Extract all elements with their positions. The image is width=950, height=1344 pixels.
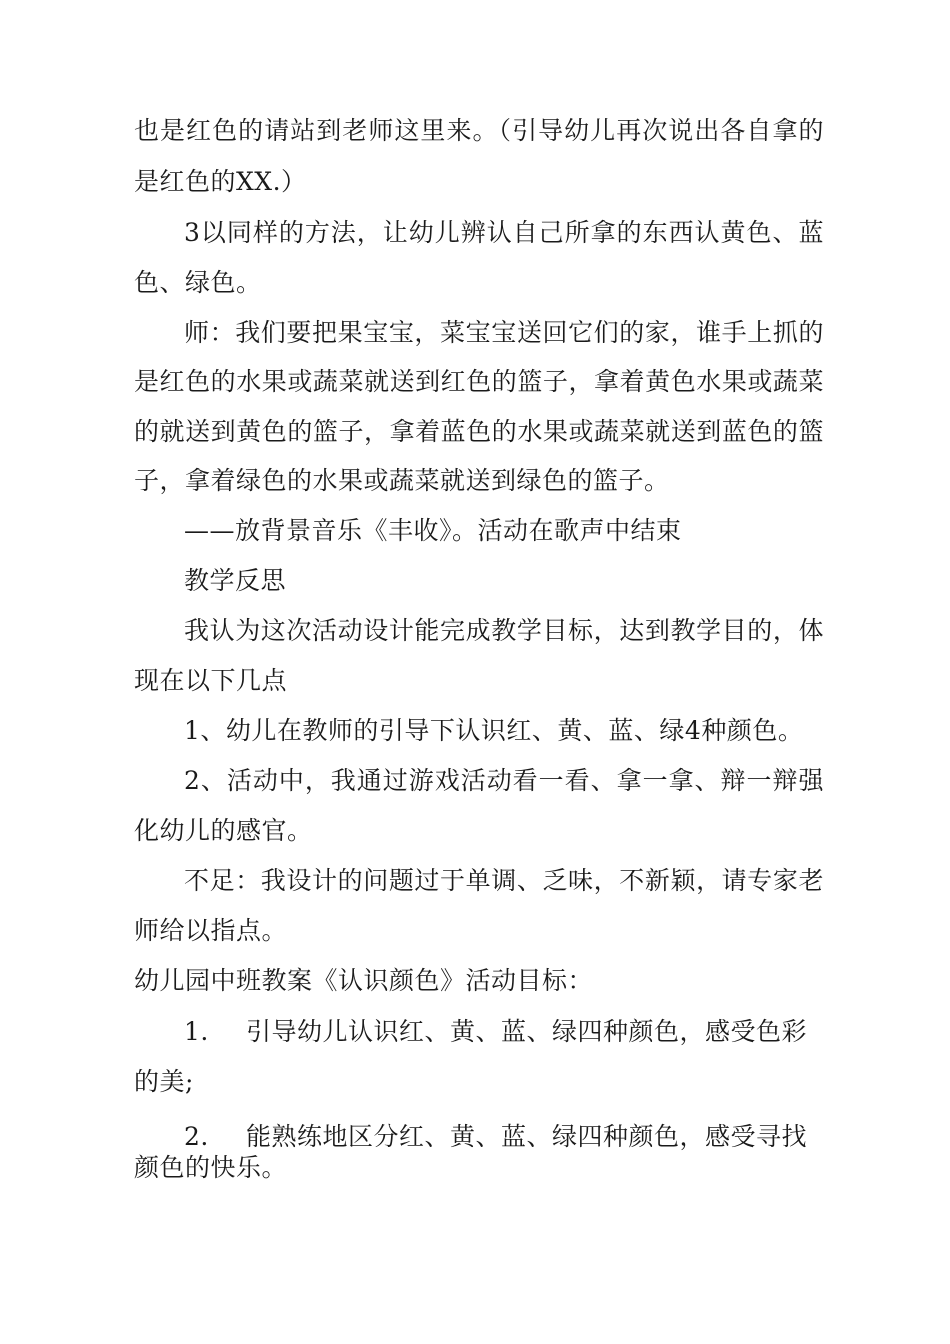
list-number: 2. xyxy=(184,1122,209,1151)
list-number: 1. xyxy=(184,1017,209,1046)
text-line: 的就送到黄色的篮子，拿着蓝色的水果或蔬菜就送到蓝色的篮 xyxy=(134,417,824,446)
text-line: 2、活动中，我通过游戏活动看一看、拿一拿、辩一辩强 xyxy=(184,766,824,795)
lesson-title: 幼儿园中班教案《认识颜色》活动目标： xyxy=(134,966,594,995)
text-line: 师给以指点。 xyxy=(134,916,288,945)
text-line: 色、绿色。 xyxy=(134,268,262,297)
text-line: 是红色的水果或蔬菜就送到红色的篮子，拿着黄色水果或蔬菜 xyxy=(134,367,824,396)
text-line: 我认为这次活动设计能完成教学目标，达到教学目的，体 xyxy=(184,616,824,645)
list-text: 能熟练地区分红、黄、蓝、绿四种颜色，感受寻找 xyxy=(246,1122,808,1151)
text-line: ——放背景音乐《丰收》。活动在歌声中结束 xyxy=(184,516,682,545)
text-line: 现在以下几点 xyxy=(134,666,288,695)
list-item-continued: 的美; xyxy=(134,1067,194,1096)
text-line: 1、幼儿在教师的引导下认识红、黄、蓝、绿4种颜色。 xyxy=(184,716,804,745)
text-line: 子，拿着绿色的水果或蔬菜就送到绿色的篮子。 xyxy=(134,466,670,495)
text-line: 师：我们要把果宝宝，菜宝宝送回它们的家，谁手上抓的 xyxy=(184,318,824,347)
text-line: 也是红色的请站到老师这里来。（引导幼儿再次说出各自拿的 xyxy=(134,116,824,145)
section-heading: 教学反思 xyxy=(184,566,287,595)
list-text: 引导幼儿认识红、黄、蓝、绿四种颜色，感受色彩 xyxy=(246,1017,808,1046)
text-line: 化幼儿的感官。 xyxy=(134,816,313,845)
text-line: 3以同样的方法，让幼儿辨认自己所拿的东西认黄色、蓝 xyxy=(184,218,824,247)
text-line: 是红色的XX.） xyxy=(134,167,307,196)
list-item-continued: 颜色的快乐。 xyxy=(134,1153,288,1182)
list-item xyxy=(184,1017,824,1047)
list-item xyxy=(184,1122,824,1152)
text-line: 不足：我设计的问题过于单调、乏味，不新颖，请专家老 xyxy=(184,866,824,895)
